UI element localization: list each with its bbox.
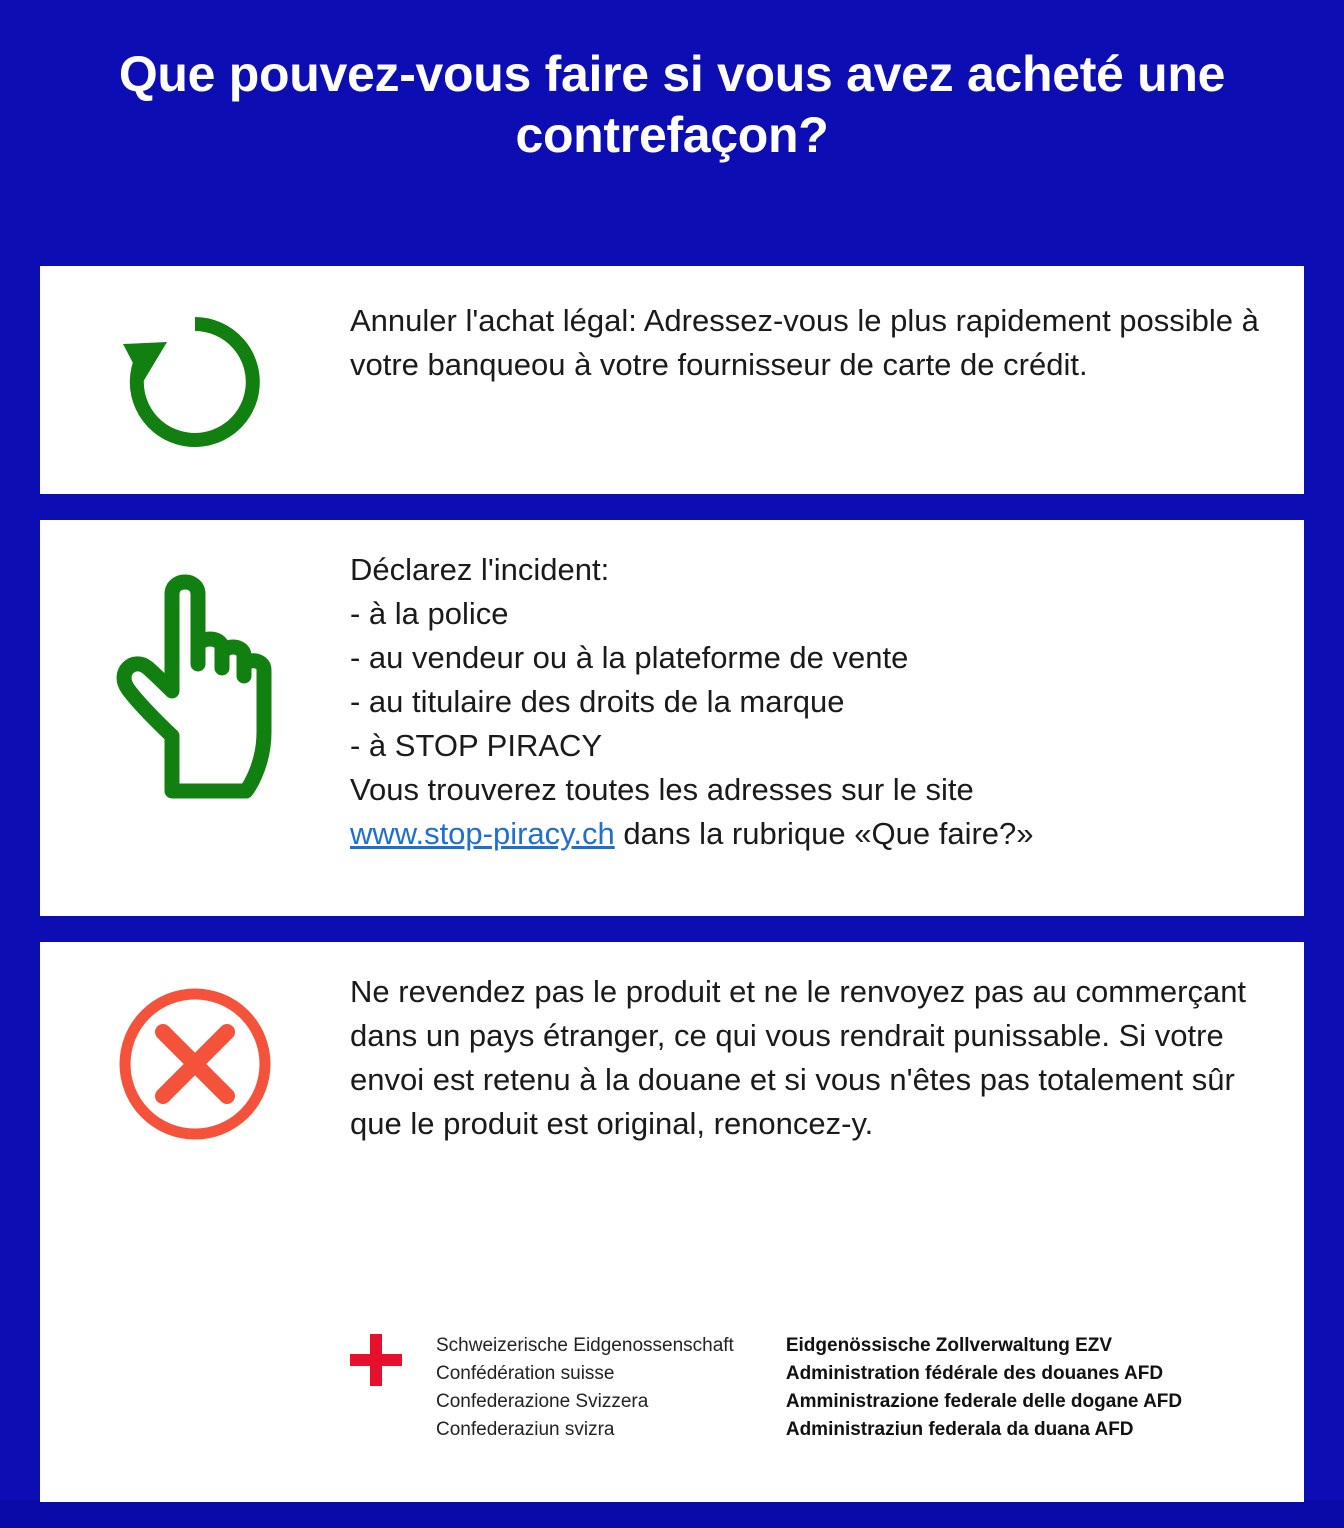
report-item-rights-holder: - au titulaire des droits de la marque [350,684,845,720]
office-name-de: Eidgenössische Zollverwaltung EZV [785,1335,1113,1357]
report-icon-cell [40,520,350,821]
card-report [40,520,1304,916]
office-name-fr: Administration fédérale des douanes AFD [785,1363,1164,1385]
circle-cross-icon [115,984,275,1149]
confederation-name-rm: Confederaziun svizra [436,1419,615,1441]
report-item-stop-piracy: - à STOP PIRACY [350,728,603,764]
confederation-name-fr: Confédération suisse [436,1363,615,1385]
report-footer-after: dans la rubrique «Que faire?» [614,816,1034,852]
refund-text: Annuler l'achat légal: Adressez-vous le plus rapidement possible à votre banqueou à votre fournisseur de carte de crédit. [350,303,1259,383]
report-item-police: - à la police [350,596,509,632]
circular-arrow-icon [109,306,281,463]
report-heading: Déclarez l'incident: [350,552,610,587]
confederation-names [436,1332,734,1444]
pointing-hand-icon [100,556,290,821]
report-footer-before: Vous trouverez toutes les adresses sur le site [350,772,974,808]
stop-piracy-link[interactable]: www.stop-piracy.ch [350,816,615,852]
report-item-seller: - au vendeur ou à la plateforme de vente [350,640,909,676]
confederation-name-it: Confederazione Svizzera [436,1391,649,1413]
page-title: Que pouvez-vous faire si vous avez acheté une contrefaçon? [118,46,1226,163]
office-name-rm: Administraziun federala da duana AFD [785,1419,1134,1441]
dont-resell-text: Ne revendez pas le produit et ne le renvoyez pas au commerçant dans un pays étranger, ce qui vous rendrait punissable. Si votre envoi est retenu à la douane et si vous n'êtes pas totalement sûr que le produit est original, renoncez-y. [350,974,1247,1142]
refund-icon-cell [40,266,350,463]
card-refund [40,266,1304,494]
office-name-it: Amministrazione federale delle dogane AFD [785,1391,1183,1413]
dont-resell-icon-cell [40,942,350,1149]
office-names [786,1332,1182,1444]
swiss-confederation-logo [350,1332,1182,1444]
swiss-cross-icon [350,1334,402,1386]
confederation-name-de: Schweizerische Eidgenossenschaft [436,1335,734,1357]
report-text [350,520,1304,882]
